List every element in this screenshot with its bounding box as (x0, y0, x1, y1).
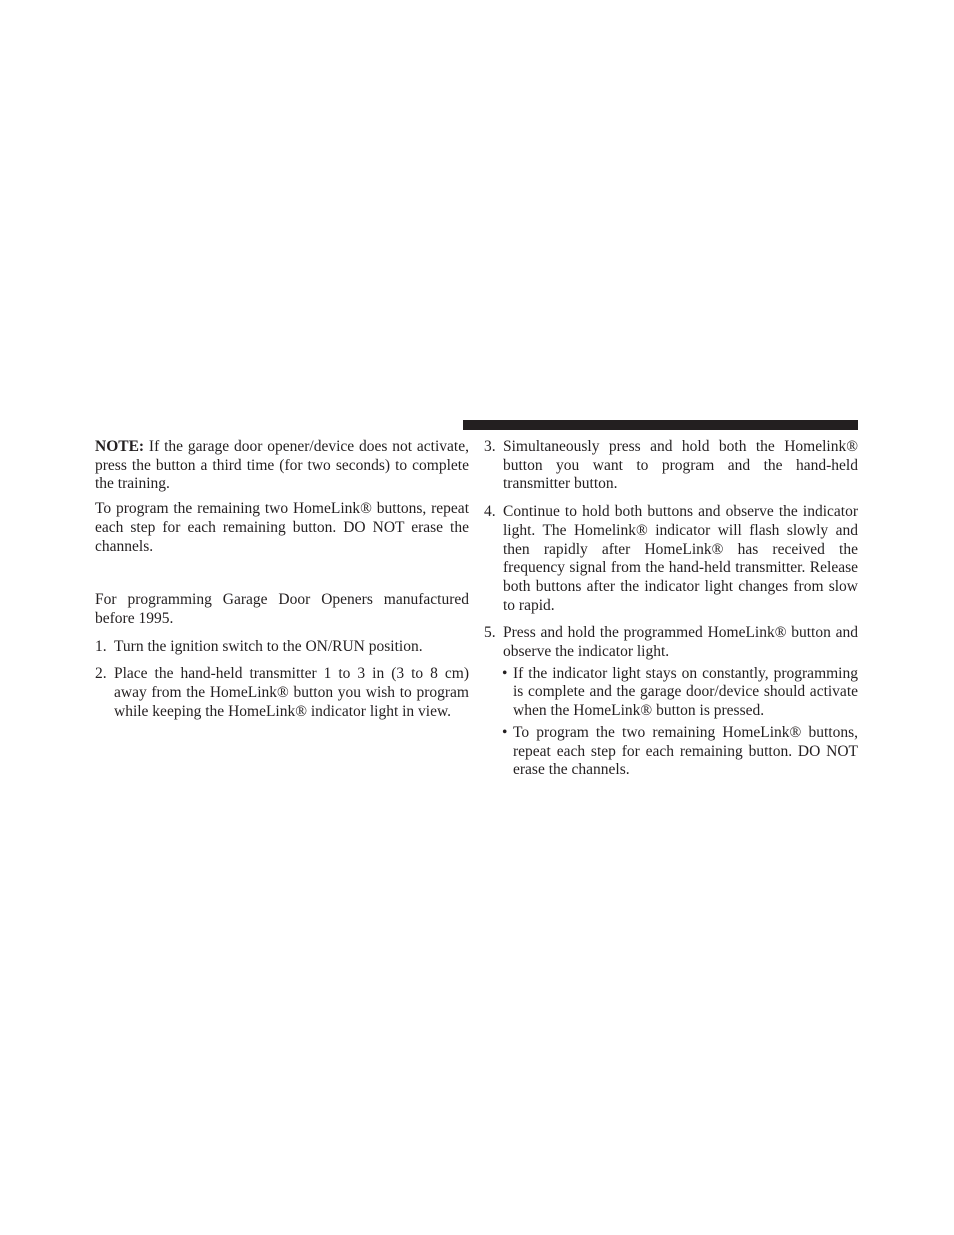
step-text: Turn the ignition switch to the ON/RUN position. (114, 637, 423, 655)
step-text: Place the hand-held transmitter 1 to 3 in (3 to 8 cm) away from the HomeLink® button you wish to program while keeping the HomeLink® indicator light in view. (114, 665, 469, 720)
step-text: Simultaneously press and hold both the Homelink® button you want to program and the hand-held transmitter button. (503, 438, 858, 493)
step-1 (95, 638, 469, 657)
step-number: 5. (484, 624, 496, 642)
bullet-text: If the indicator light stays on constantly, programming is complete and the garage door/device should activate when the HomeLink® button is pressed. (513, 664, 858, 720)
note-paragraph (95, 438, 469, 494)
remaining-buttons-paragraph: To program the remaining two HomeLink® buttons, repeat each step for each remaining button. DO NOT erase the channels. (95, 500, 469, 555)
pre-1995-paragraph: For programming Garage Door Openers manufactured before 1995. (95, 591, 469, 627)
note-text: If the garage door opener/device does not activate, press the button a third time (for two seconds) to complete the training. (95, 438, 469, 493)
note-label: NOTE: (95, 438, 145, 455)
left-column (95, 436, 469, 721)
step-number: 1. (95, 637, 107, 655)
step-number: 4. (484, 503, 496, 521)
step-text: Continue to hold both buttons and observe the indicator light. The Homelink® indicator will flash slowly and then rapidly after HomeLink® has received the frequency signal from the hand-held transmitter. Release both buttons after the indicator light changes from slow to rapid. (503, 503, 858, 614)
step-3 (484, 438, 858, 494)
step-4 (484, 503, 858, 615)
bullet-remaining-buttons (484, 724, 858, 780)
bullet-text: To program the two remaining HomeLink® buttons, repeat each step for each remaining button. DO NOT erase the channels. (513, 723, 858, 779)
bullet-programming-complete (484, 665, 858, 721)
step-5 (484, 624, 858, 661)
step-2 (95, 665, 469, 721)
section-header-bar (463, 420, 858, 430)
step-number: 2. (95, 665, 107, 683)
bullet-icon: • (502, 664, 508, 682)
step-text: Press and hold the programmed HomeLink® button and observe the indicator light. (503, 624, 858, 661)
right-column (484, 436, 858, 780)
step-number: 3. (484, 438, 496, 455)
bullet-icon: • (502, 723, 508, 741)
